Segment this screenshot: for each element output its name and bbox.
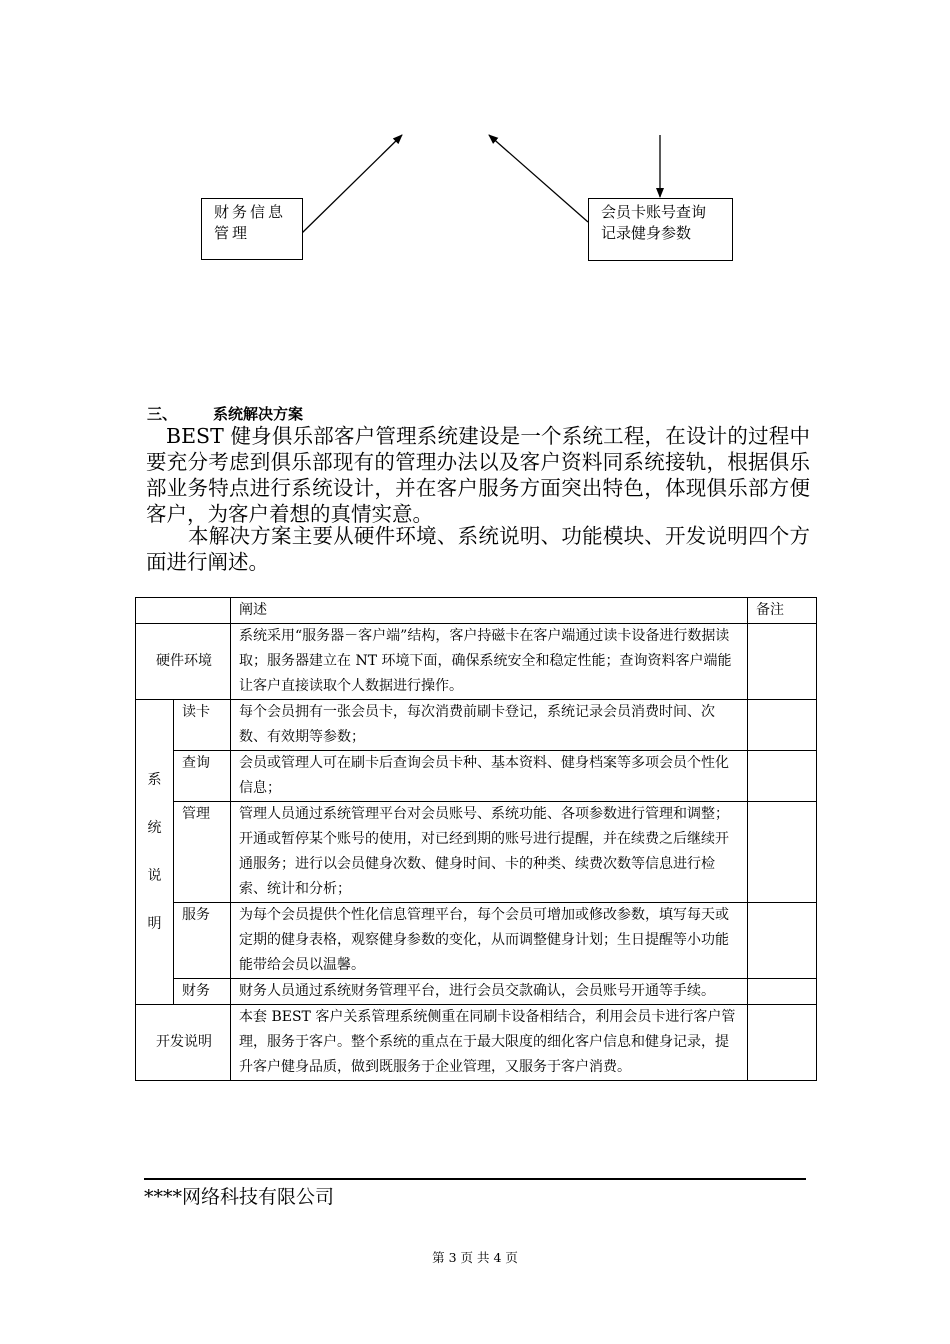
finance-box-label: 财务信息管理 bbox=[214, 203, 287, 242]
hardware-label: 硬件环境 bbox=[136, 624, 231, 700]
note-cell bbox=[748, 624, 817, 700]
sub-text: 每个会员拥有一张会员卡，每次消费前刷卡登记，系统记录会员消费时间、次数、有效期等参数； bbox=[231, 700, 748, 751]
system-label-char: 说 bbox=[147, 868, 162, 884]
company-name: ****网络科技有限公司 bbox=[144, 1186, 335, 1208]
table-row bbox=[136, 624, 817, 700]
intro-paragraph: BEST 健身俱乐部客户管理系统建设是一个系统工程，在设计的过程中要充分考虑到俱乐部现有的管理办法以及客户资料同系统接轨，根据俱乐部业务特点进行系统设计，并在客户服务方面突出特色，体现俱乐部方便客户，为客户着想的真情实意。 bbox=[146, 424, 810, 526]
header-note: 备注 bbox=[748, 598, 817, 624]
sub-text: 为每个会员提供个性化信息管理平台，每个会员可增加或修改参数，填写每天或定期的健身表格，观察健身参数的变化，从而调整健身计划；生日提醒等小功能能带给会员以温馨。 bbox=[231, 903, 748, 979]
note-cell bbox=[748, 700, 817, 751]
system-label-char: 统 bbox=[147, 820, 162, 836]
section-number: 三、 bbox=[147, 405, 178, 423]
diagram-arrows bbox=[0, 0, 950, 300]
sub-label: 财务 bbox=[174, 979, 231, 1005]
system-desc-label bbox=[136, 700, 174, 1005]
member-box-line-2: 记录健身参数 bbox=[601, 224, 692, 242]
table-header-row bbox=[136, 598, 817, 624]
header-desc: 阐述 bbox=[231, 598, 748, 624]
development-text: 本套 BEST 客户关系管理系统侧重在同刷卡设备相结合，利用会员卡进行客户管理，服务于客户。整个系统的重点在于最大限度的细化客户信息和健身记录，提升客户健身品质，做到既服务于企业管理，又服务于客户消费。 bbox=[231, 1005, 748, 1081]
table-row bbox=[136, 751, 817, 802]
table-row bbox=[136, 1005, 817, 1081]
system-label-char: 明 bbox=[147, 916, 162, 932]
table-row bbox=[136, 979, 817, 1005]
finance-info-box bbox=[201, 198, 303, 260]
table-row bbox=[136, 700, 817, 751]
development-label: 开发说明 bbox=[136, 1005, 231, 1081]
sub-label: 查询 bbox=[174, 751, 231, 802]
arrow-finance-up bbox=[302, 135, 402, 233]
section-heading bbox=[147, 403, 303, 424]
hardware-text: 系统采用“服务器－客户端”结构，客户持磁卡在客户端通过读卡设备进行数据读取；服务器建立在 NT 环境下面，确保系统安全和稳定性能；查询资料客户端能让客户直接读取个人数据进行操作。 bbox=[231, 624, 748, 700]
note-cell bbox=[748, 979, 817, 1005]
page-number: 第 3 页 共 4 页 bbox=[432, 1250, 518, 1265]
member-card-box bbox=[588, 198, 733, 261]
note-cell bbox=[748, 1005, 817, 1081]
section-title: 系统解决方案 bbox=[213, 405, 304, 423]
flow-diagram bbox=[0, 0, 950, 300]
member-box-line-1: 会员卡账号查询 bbox=[601, 203, 707, 221]
table-row bbox=[136, 802, 817, 903]
note-cell bbox=[748, 903, 817, 979]
sub-label: 服务 bbox=[174, 903, 231, 979]
scope-paragraph: 本解决方案主要从硬件环境、系统说明、功能模块、开发说明四个方面进行阐述。 bbox=[146, 524, 810, 574]
sub-text: 会员或管理人可在刷卡后查询会员卡种、基本资料、健身档案等多项会员个性化信息； bbox=[231, 751, 748, 802]
sub-label: 读卡 bbox=[174, 700, 231, 751]
header-empty-cell bbox=[136, 598, 231, 624]
sub-text: 财务人员通过系统财务管理平台，进行会员交款确认，会员账号开通等手续。 bbox=[231, 979, 748, 1005]
arrow-member-up bbox=[489, 135, 588, 222]
solution-table bbox=[135, 597, 817, 1081]
sub-label: 管理 bbox=[174, 802, 231, 903]
sub-text: 管理人员通过系统管理平台对会员账号、系统功能、各项参数进行管理和调整；开通或暂停某个账号的使用，对已经到期的账号进行提醒，并在续费之后继续开通服务；进行以会员健身次数、健身时间、卡的种类、续费次数等信息进行检索、统计和分析； bbox=[231, 802, 748, 903]
table-row bbox=[136, 903, 817, 979]
note-cell bbox=[748, 751, 817, 802]
system-label-char: 系 bbox=[147, 772, 162, 788]
footer-rule bbox=[144, 1178, 806, 1180]
note-cell bbox=[748, 802, 817, 903]
